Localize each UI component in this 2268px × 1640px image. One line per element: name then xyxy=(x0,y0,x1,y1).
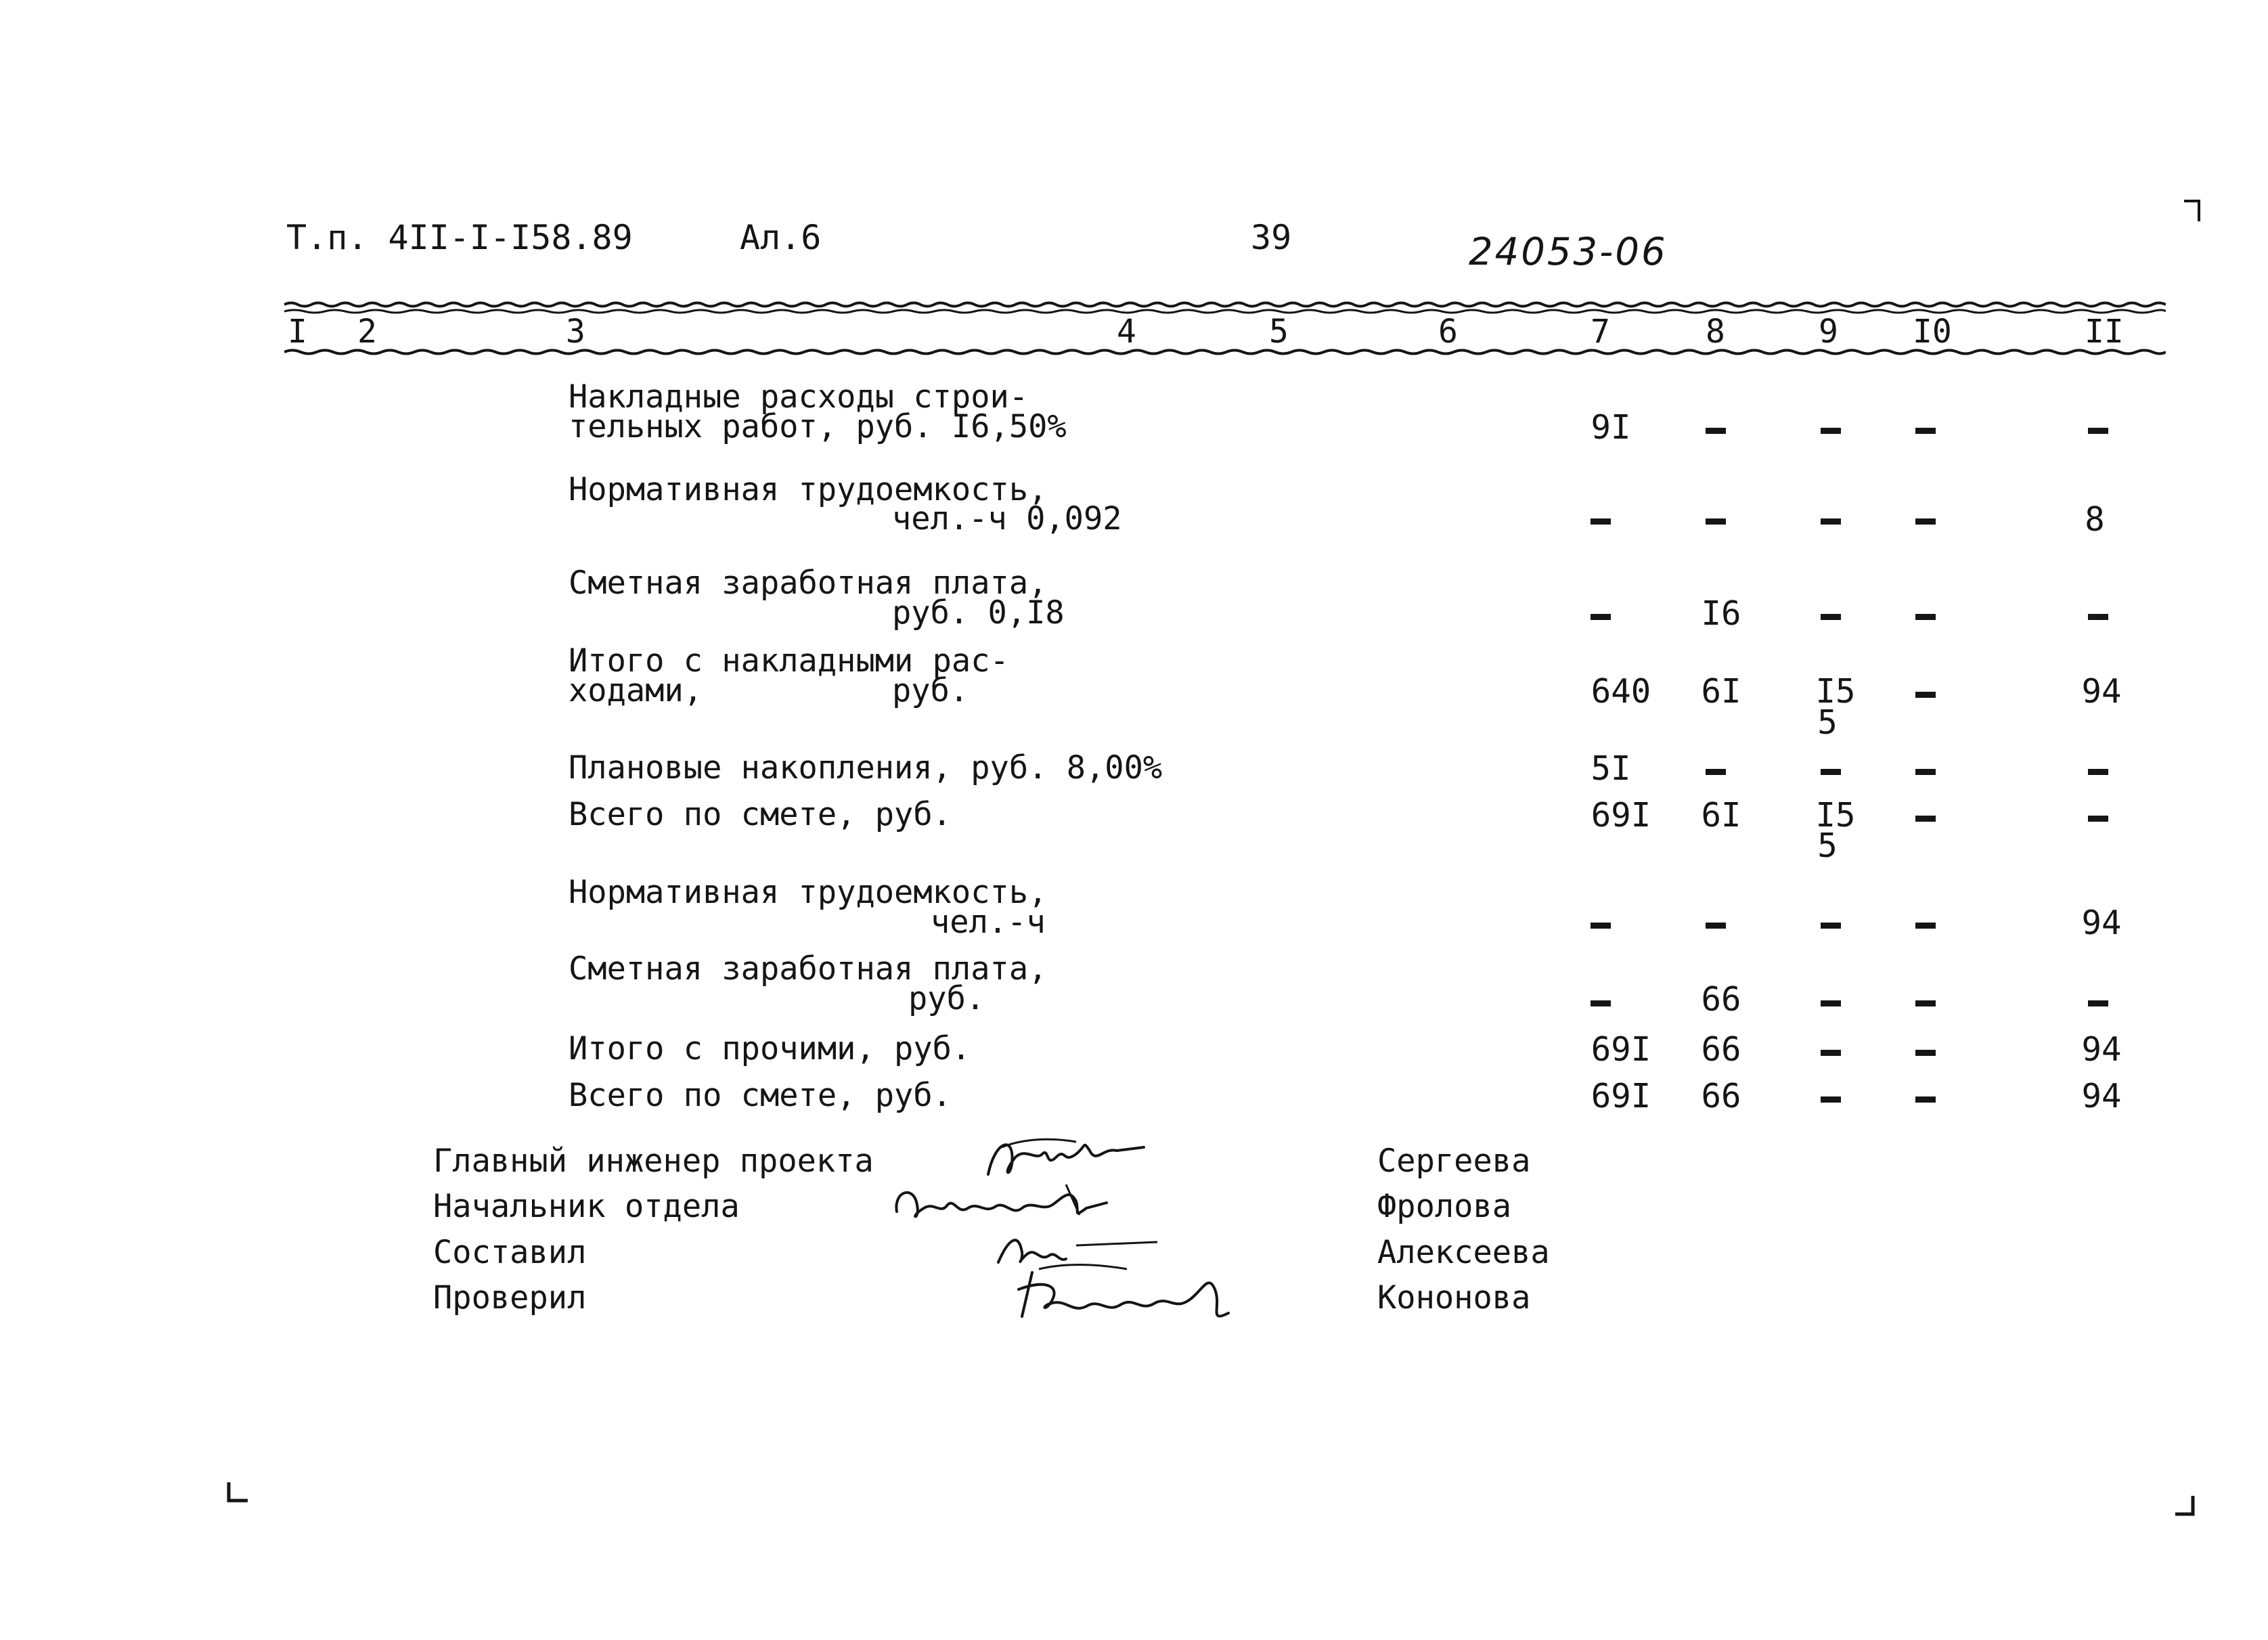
dash-mark xyxy=(1915,1096,1936,1103)
row-label-line: Сметная заработная плата, xyxy=(569,950,1048,988)
row-label-line: руб. 0,I8 xyxy=(892,594,1065,631)
corner-mark-top-right xyxy=(2183,198,2203,225)
row-label-line: чел.-ч 0,092 xyxy=(892,500,1122,537)
row-label-line: чел.-ч xyxy=(931,904,1046,941)
document-code: Т.п. 4II-I-I58.89 xyxy=(286,218,633,257)
cell-col11: 94 xyxy=(2081,672,2122,711)
col-number-7: 7 xyxy=(1591,313,1610,351)
dash-mark xyxy=(1821,1096,1841,1103)
signatory-name: Фролова xyxy=(1377,1188,1512,1225)
dash-mark xyxy=(1706,769,1726,775)
signatory-name: Алексеева xyxy=(1377,1234,1550,1271)
row-label-line: Всего по смете, руб. xyxy=(569,796,952,833)
cell-col11: 8 xyxy=(2085,500,2105,539)
signatory-role: Проверил xyxy=(433,1279,587,1316)
dash-mark xyxy=(1821,769,1841,775)
page-number: 39 xyxy=(1251,218,1292,257)
dash-mark xyxy=(1821,428,1841,434)
cell-col7: 9I xyxy=(1591,408,1631,447)
cell-col8: 66 xyxy=(1701,1077,1741,1115)
cell-col11: 94 xyxy=(2081,904,2122,942)
cell-col9: I5 xyxy=(1815,796,1856,835)
col-number-4: 4 xyxy=(1117,313,1136,351)
signatory-name: Кононова xyxy=(1377,1279,1531,1316)
cell-col8: 66 xyxy=(1701,980,1741,1019)
row-label-line: ходами, xyxy=(569,672,703,709)
col-number-9: 9 xyxy=(1819,313,1838,351)
dash-mark xyxy=(1915,692,1936,698)
dash-mark xyxy=(1821,518,1841,525)
cell-col8: 6I xyxy=(1701,672,1741,711)
col-number-2: 2 xyxy=(357,313,377,351)
cell-col8: 6I xyxy=(1701,796,1741,835)
dash-mark xyxy=(1821,923,1841,929)
col-number-8: 8 xyxy=(1706,313,1725,351)
cell-col7: 5I xyxy=(1591,749,1631,788)
row-label-line: Итого с прочими, руб. xyxy=(569,1030,971,1067)
dash-mark xyxy=(2088,428,2108,434)
dash-mark xyxy=(1821,614,1841,620)
corner-mark-bottom-left xyxy=(223,1479,250,1506)
cell-col7: 69I xyxy=(1591,1030,1651,1069)
cell-col11: 94 xyxy=(2081,1077,2122,1115)
dash-mark xyxy=(1915,816,1936,822)
dash-mark xyxy=(1915,1050,1936,1056)
row-label-line: Накладные расходы строи- xyxy=(569,378,1029,416)
dash-mark xyxy=(2088,614,2108,620)
row-label-line: Нормативная трудоемкость, xyxy=(569,874,1048,911)
dash-mark xyxy=(1915,428,1936,434)
row-label-line: Сметная заработная плата, xyxy=(569,564,1048,602)
dash-mark xyxy=(1915,923,1936,929)
dash-mark xyxy=(1915,769,1936,775)
signature-checker xyxy=(1012,1259,1255,1327)
cell-col7: 69I xyxy=(1591,796,1651,835)
dash-mark xyxy=(1706,923,1726,929)
dash-mark xyxy=(2088,1000,2108,1006)
cell-col9-cont: 5 xyxy=(1817,703,1838,742)
dash-mark xyxy=(1591,614,1611,620)
row-label-line: Нормативная трудоемкость, xyxy=(569,471,1048,508)
table-header-bottom-rule xyxy=(284,347,2166,357)
col-number-1: I xyxy=(288,313,307,351)
row-label-line: руб. xyxy=(908,980,985,1017)
corner-mark-bottom-right xyxy=(2173,1492,2200,1520)
sheet-label: Ал.6 xyxy=(740,218,822,257)
cell-col8: I6 xyxy=(1701,594,1741,633)
cell-col11: 94 xyxy=(2081,1030,2122,1069)
row-label-line: Всего по смете, руб. xyxy=(569,1077,952,1114)
dash-mark xyxy=(1706,428,1726,434)
cell-col9: I5 xyxy=(1815,672,1856,711)
signatory-role: Начальник отдела xyxy=(433,1188,740,1225)
dash-mark xyxy=(1821,1050,1841,1056)
cell-col8: 66 xyxy=(1701,1030,1741,1069)
col-number-11: II xyxy=(2085,313,2124,351)
col-number-3: 3 xyxy=(566,313,585,351)
dash-mark xyxy=(2088,816,2108,822)
cell-col9-cont: 5 xyxy=(1817,826,1838,865)
stamp-number: 24053-06 xyxy=(1469,230,1668,274)
dash-mark xyxy=(1591,518,1611,525)
signatory-role: Составил xyxy=(433,1234,587,1271)
row-label-line: тельных работ, руб. I6,50% xyxy=(569,408,1067,445)
dash-mark xyxy=(1915,614,1936,620)
dash-mark xyxy=(1915,518,1936,525)
signatory-name: Сергеева xyxy=(1377,1143,1531,1180)
cell-col7: 69I xyxy=(1591,1077,1651,1115)
row-label-line: Итого с накладными рас- xyxy=(569,642,1009,680)
dash-mark xyxy=(2088,769,2108,775)
row-label-line: руб. xyxy=(892,672,969,709)
dash-mark xyxy=(1706,518,1726,525)
dash-mark xyxy=(1591,1000,1611,1006)
signatory-role: Главный инженер проекта xyxy=(433,1143,874,1180)
dash-mark xyxy=(1821,1000,1841,1006)
col-number-10: I0 xyxy=(1913,313,1952,351)
col-number-5: 5 xyxy=(1269,313,1289,351)
col-number-6: 6 xyxy=(1438,313,1458,351)
dash-mark xyxy=(1915,1000,1936,1006)
cell-col7: 640 xyxy=(1591,672,1651,711)
dash-mark xyxy=(1591,923,1611,929)
row-label-line: Плановые накопления, руб. 8,00% xyxy=(569,749,1163,786)
